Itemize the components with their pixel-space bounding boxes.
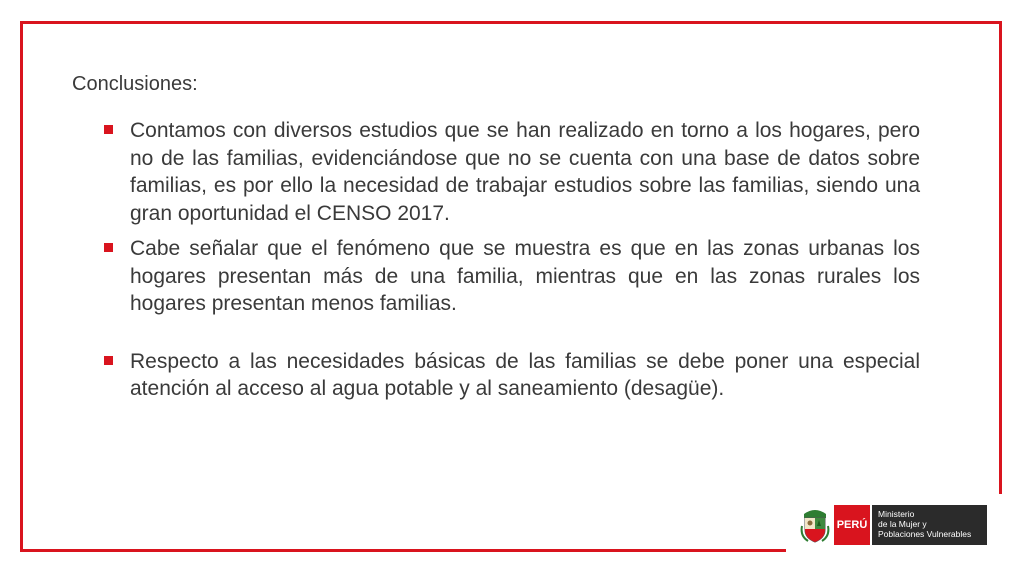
ministry-line: de la Mujer y [878, 519, 927, 529]
ministry-logo [798, 505, 987, 545]
list-item [104, 235, 920, 318]
coat-of-arms-icon [798, 505, 832, 545]
square-bullet-icon [104, 356, 113, 365]
list-item-text: Contamos con diversos estudios que se han realizado en torno a los hogares, pero no de las familias, evidenciándose que no se cuenta con una base de datos sobre familias, es por ello la necesidad de trabajar estudios sobre las familias, siendo una gran oportunidad el CENSO 2017. [130, 119, 920, 225]
list-item-text: Respecto a las necesidades básicas de las familias se debe poner una especial atención al acceso al agua potable y al saneamiento (desagüe). [130, 349, 920, 400]
country-label: PERÚ [834, 505, 870, 545]
list-item [104, 117, 920, 227]
ministry-line: Ministerio [878, 509, 915, 519]
ministry-line: Poblaciones Vulnerables [878, 529, 972, 539]
conclusions-list [104, 117, 920, 411]
list-item-text: Cabe señalar que el fenómeno que se muestra es que en las zonas urbanas los hogares presentan más de una familia, mientras que en las zonas rurales los hogares presentan menos familias. [130, 237, 920, 315]
slide-heading: Conclusiones: [72, 73, 198, 95]
list-item [104, 348, 920, 403]
square-bullet-icon [104, 125, 113, 134]
square-bullet-icon [104, 243, 113, 252]
ministry-name [872, 505, 987, 545]
